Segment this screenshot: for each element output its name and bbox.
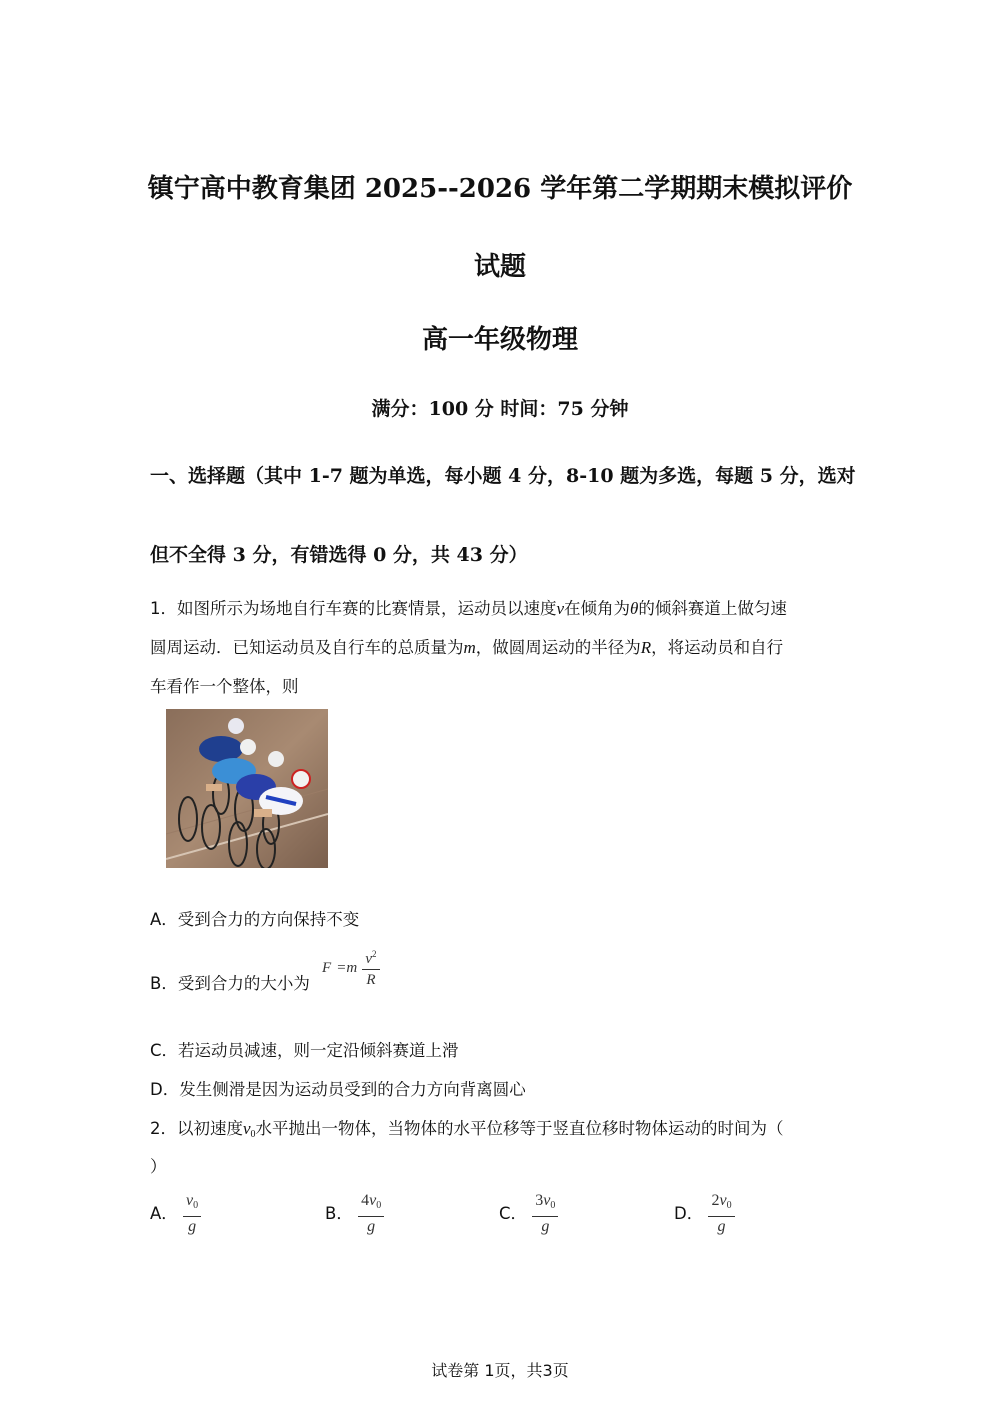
q1-stem-line1: 1．如图所示为场地自行车赛的比赛情景，运动员以速度v在倾角为θ的倾斜赛道上做匀速 [150,599,787,618]
q1-stem-line2: 圆周运动．已知运动员及自行车的总质量为m，做圆周运动的半径为R，将运动员和自行 [150,638,784,657]
q2-option-a: A． $\frac{v_0}{g}$ [150,1192,201,1237]
q1-option-d: D．发生侧滑是因为运动员受到的合力方向背离圆心 [150,1080,526,1099]
q1-option-b: B．受到合力的大小为 [150,974,310,993]
q2-option-c: C． $\frac{3v_0}{g}$ [499,1192,558,1237]
section-heading-line1: 一、选择题（其中 1-7 题为单选，每小题 4 分，8-10 题为多选，每题 5 分，选对 [150,465,856,487]
var-theta: θ [630,599,639,618]
q1-option-a: A．受到合力的方向保持不变 [150,910,360,929]
var-m: m [463,638,476,657]
q1-option-b-formula: F =m $\frac{v^2}{R}$ [322,945,380,990]
var-v0: $v_0$ [243,1119,256,1140]
section-heading-line2: 但不全得 3 分，有错选得 0 分，共 43 分） [150,544,528,566]
page-footer: 试卷第 1页，共3页 [431,1361,569,1380]
q2-stem-line2: ） [150,1157,167,1176]
exam-subtitle: 高一年级物理 [421,325,578,355]
q1-stem-line3: 车看作一个整体，则 [150,677,299,696]
score-time-info: 满分：100 分 时间：75 分钟 [371,398,629,420]
var-R: R [640,638,652,657]
q1-option-c: C．若运动员减速，则一定沿倾斜赛道上滑 [150,1041,459,1060]
exam-title-line1: 镇宁高中教育集团 2025--2026 学年第二学期期末模拟评价 [147,174,853,204]
track-cycling-photo [166,709,328,868]
exam-title-line2: 试题 [473,252,526,282]
q2-option-d: D． $\frac{2v_0}{g}$ [674,1192,735,1237]
q2-stem-line1: 2．以初速度$v_0$水平抛出一物体，当物体的水平位移等于竖直位移时物体运动的时间为（ [150,1119,784,1140]
q2-option-b: B． $\frac{4v_0}{g}$ [325,1192,384,1237]
var-v: v [556,599,565,618]
